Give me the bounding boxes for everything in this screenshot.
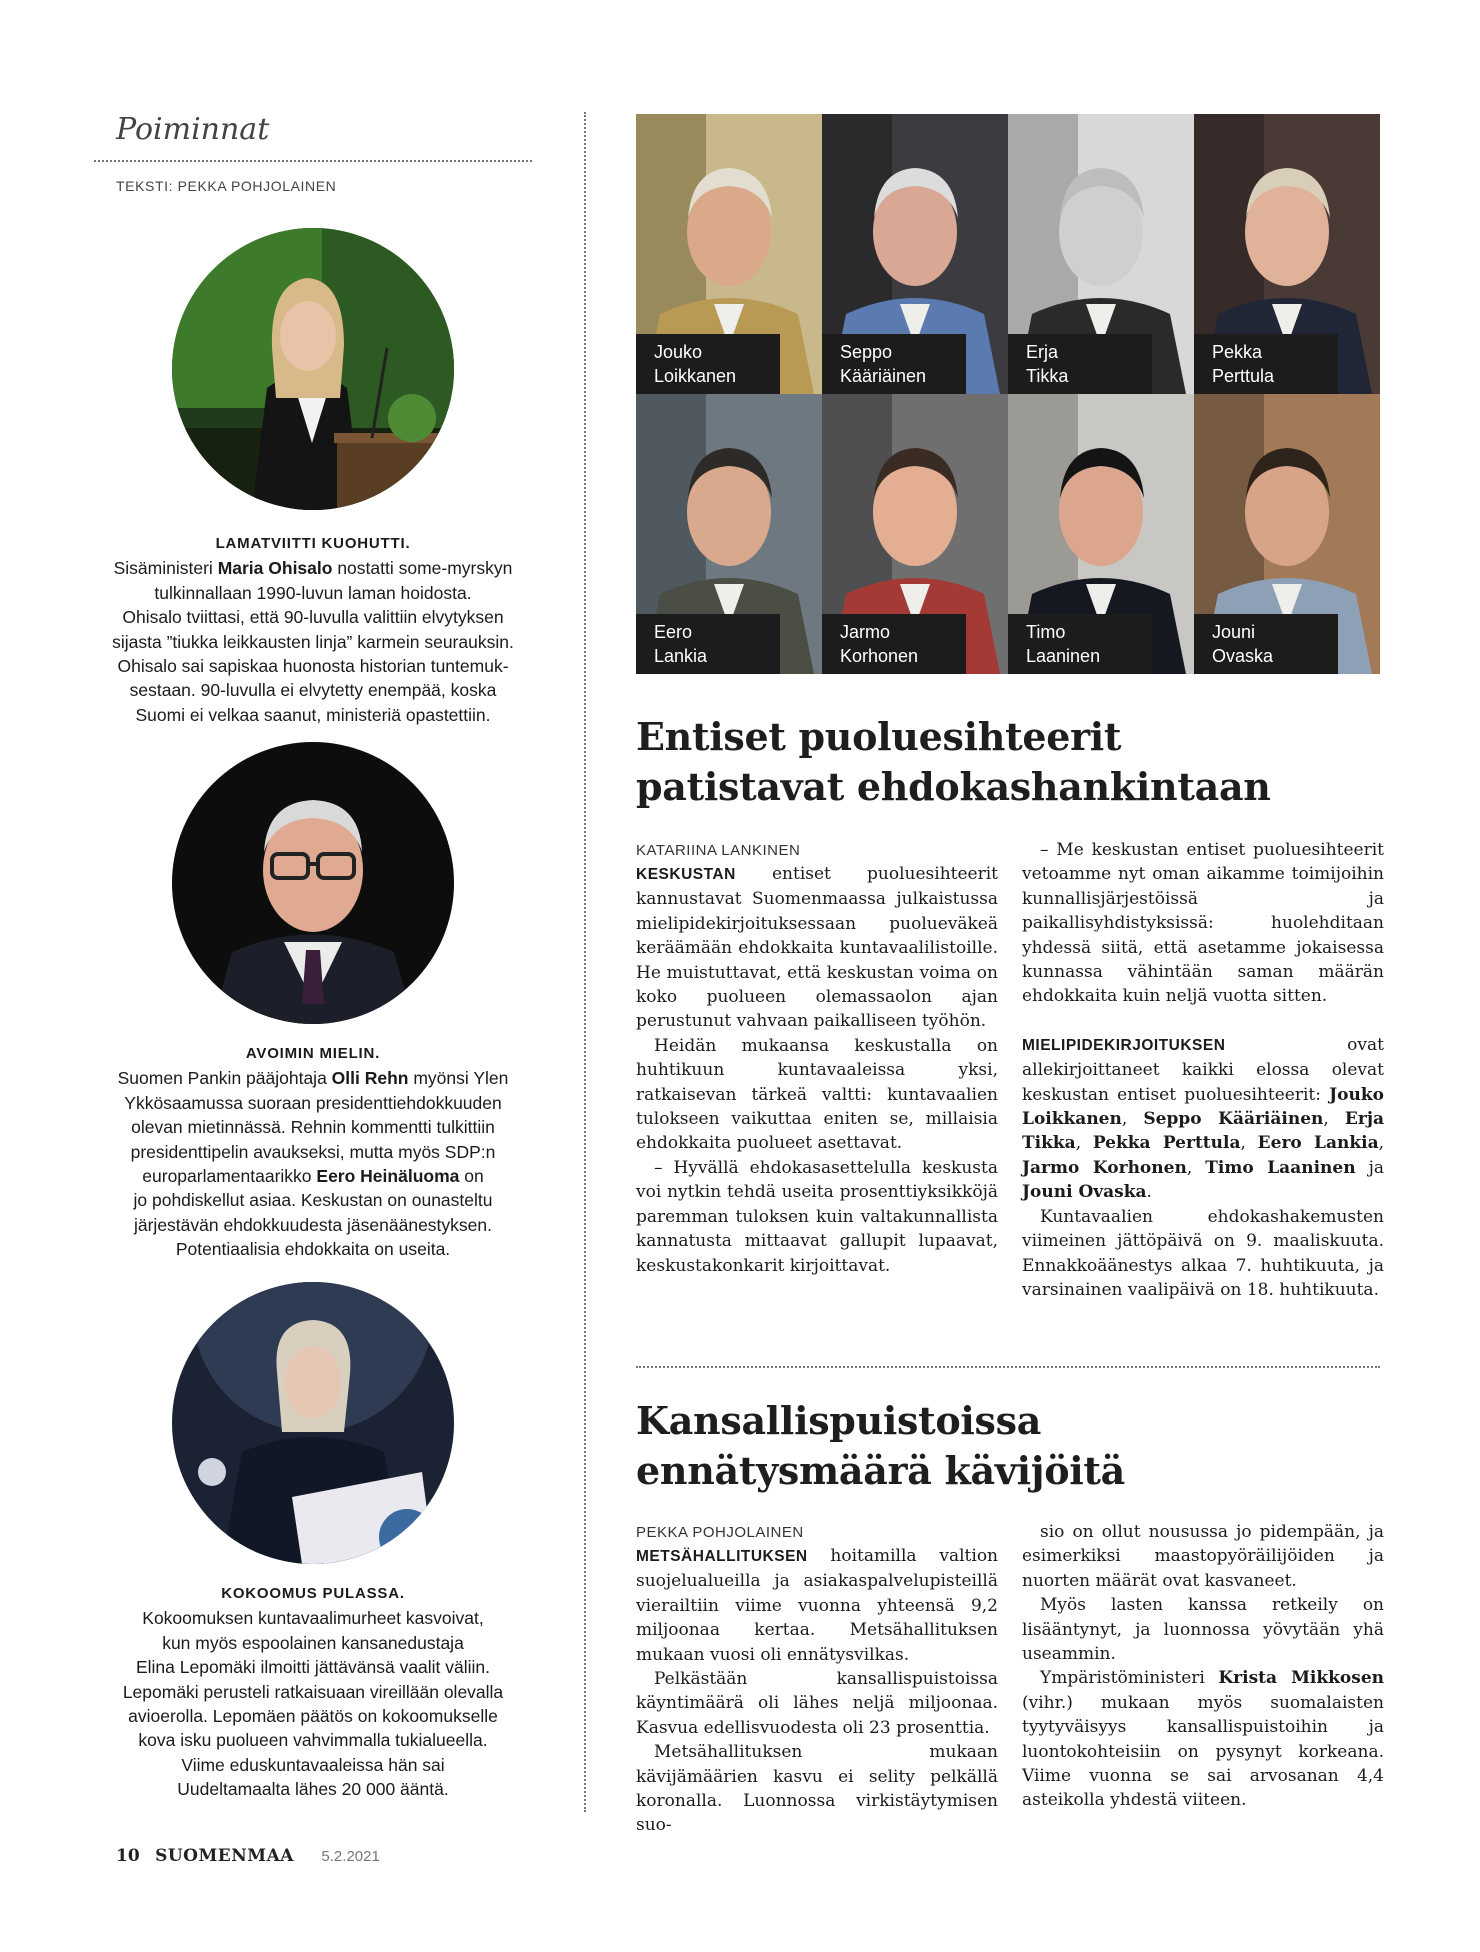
last-name: Loikkanen [654,366,737,386]
name-caption [1194,614,1338,674]
paragraph [1022,838,1384,1009]
section-title: Poiminnat [116,112,270,147]
text-line [94,556,532,580]
first-name: Seppo [840,342,893,362]
blurb-text [94,556,532,727]
text-run: Ohisalo sai sapiskaa huonosta historian tuntemuk- [117,656,509,677]
text-run: sestaan. 90-luvulla ei elvytetty enempää, koska [129,680,497,701]
paragraph [636,1740,998,1838]
text-run: – Hyvällä ehdokasasettelulla keskusta voi nytkin tehdä useita prosenttiyksikköjä paremman tuloksen kuin valtakunnallista kannatusta mittaavat gallupit lupaavat, keskustakonkarit kirjoittavat. [636,1157,998,1276]
paragraph [636,1156,998,1278]
text-run: Heidän mukaansa keskustalla on huhtikuun kuntavaaleissa yksi, ratkaisevan tärkeä valtti: kuntavaalien tulokseen vaikuttaa eniten se, millaisia ehdokkaita puolueet asettavat. [636,1035,998,1154]
first-name: Jouni [1212,622,1256,642]
paragraph [1022,1520,1384,1593]
article-divider [636,1366,1380,1368]
article2-headline [636,1396,1125,1496]
portrait-tile [1194,114,1380,394]
photo-elina-lepomaki [172,1282,454,1564]
last-name: Ovaska [1212,646,1274,666]
text-run: tulkinnallaan 1990-luvun laman hoidosta. [154,582,472,603]
issue-date: 5.2.2021 [321,1848,380,1865]
text-run: – Me keskustan entiset puoluesihteerit vetoamme nyt oman aikamme toimijoihin kunnallisjärjestöissä ja paikallisyhdistyksissä: huolehditaan yhdessä siitä, että asetamme jokaisessa kunnassa vähintään saman määrän ehdokkaita kuin neljä vuotta sitten. [1022,840,1384,1007]
first-name: Jouko [654,342,703,362]
page-footer [116,1846,380,1866]
name-caption [1008,614,1152,674]
text-run: . [1146,1182,1152,1203]
text-run: on [459,1166,484,1187]
first-name: Erja [1026,342,1059,362]
blurb-text [94,1066,532,1261]
text-line [94,1091,532,1115]
paragraph [1022,1593,1384,1666]
column-divider [584,112,586,1812]
text-line [94,1680,532,1704]
text-run: Metsähallituksen mukaan kävijämäärien kasvu ei selity pelkällä koronalla. Luonnossa virkistäytymisen suo- [636,1742,998,1836]
article1-headline [636,712,1271,812]
portrait-tile [636,394,822,674]
text-line [94,1115,532,1139]
text-run: sio on ollut nousussa jo pidempään, ja esimerkiksi maastopyöräilijöiden ja nuorten määrät ovat kasvaneet. [1022,1522,1384,1591]
text-run: Ohisalo tviittasi, että 90-luvulla valittiin elvytyksen [122,607,504,628]
text-line [94,1213,532,1237]
bold-name: Eero Heinäluoma [316,1166,460,1187]
article1-column-2 [1022,838,1384,1302]
text-run: Elina Lepomäki ilmoitti jättävänsä vaalit väliin. [135,1657,491,1678]
paragraph [636,1034,998,1156]
name-caption [822,614,966,674]
first-name: Jarmo [840,622,891,642]
last-name: Tikka [1026,366,1069,386]
text-run: , [1186,1157,1206,1178]
bold-name: Eero Lankia [1257,1133,1379,1154]
text-run: Kuntavaalien ehdokashakemusten viimeinen jättöpäivä on 9. maaliskuuta. Ennakkoäänestys alkaa 7. huhtikuuta, ja varsinainen vaalipäivä on 18. huhtikuuta. [1022,1206,1384,1300]
text-run: Suomen Pankin pääjohtaja [117,1068,332,1089]
text-run: nostatti some-myrskyn [332,558,513,579]
blurb-heading: AVOIMIN MIELIN. [245,1045,381,1062]
text-run: Uudeltamaalta lähes 20 000 ääntä. [177,1779,449,1800]
bold-name: Seppo Kääriäinen [1143,1109,1324,1130]
name-caption [822,334,966,394]
text-run: , [1240,1133,1258,1154]
text-run: , [1323,1109,1345,1130]
blurb-lepomaki [94,1582,532,1802]
text-line [94,1164,532,1188]
text-line [94,1606,532,1630]
paragraph [636,862,998,1034]
text-run: jo pohdiskellut asiaa. Keskustan on ounasteltu [133,1190,493,1211]
text-run: hoitamilla valtion suojelualueilla ja asiakaspalvelupisteillä vierailtiin viime vuonna yhteensä 9,2 miljoonaa kertaa. Metsähallituksen mukaan vuosi oli ennätysvilkas. [636,1546,998,1665]
text-line [94,1188,532,1212]
bold-name: Jarmo Korhonen [1022,1157,1187,1178]
text-run: ovat allekirjoittaneet kaikki elossa olevat keskustan entiset puoluesihteerit: [1022,1034,1384,1105]
text-run: avioerolla. Lepomäen päätös on kokoomukselle [128,1706,498,1727]
text-run: kun myös espoolainen kansanedustaja [162,1632,464,1653]
lead-word: MIELIPIDEKIRJOITUKSEN [1022,1036,1226,1054]
lead-word: KESKUSTAN [636,866,736,883]
text-run: , [1378,1133,1385,1154]
text-line [94,605,532,629]
last-name: Korhonen [840,646,919,666]
text-line [94,703,532,727]
page-number: 10 [116,1846,140,1866]
blurb-heading: KOKOOMUS PULASSA. [221,1585,405,1602]
text-line [94,1237,532,1261]
first-name: Pekka [1212,342,1263,362]
bold-name: Pekka Perttula [1092,1133,1241,1154]
text-line [94,1631,532,1655]
magazine-name: SUOMENMAA [155,1846,295,1866]
text-run: entiset puoluesihteerit kannustavat Suomenmaassa julkaistussa mielipidekirjoituksessaan puolueväkeä keräämään ehdokkaita kuntavaalilistoille. He muistuttavat, että keskustan voima on koko puolueen olemassaolon ajan perustunut vahvaan paikalliseen työhön. [636,864,998,1032]
last-name: Perttula [1212,366,1275,386]
first-name: Timo [1026,622,1066,642]
paragraph [636,1667,998,1740]
text-run: Ykkösaamussa suoraan presidenttiehdokkuuden [124,1092,502,1113]
text-run: Ympäristöministeri [1040,1668,1219,1689]
name-caption [1008,334,1152,394]
bold-name: Timo Laaninen [1205,1157,1356,1178]
text-line [94,1655,532,1679]
text-run: Pelkästään kansallispuistoissa käyntimäärä oli lähes neljä miljoonaa. Kasvua edellisvuodesta oli 23 prosenttia. [636,1669,998,1738]
name-caption [636,334,780,394]
photo-olli-rehn [172,742,454,1024]
article1-column-1 [636,862,998,1278]
text-line [94,1777,532,1801]
text-run: Myös lasten kanssa retkeily on lisääntynyt, ja luonnossa yövytään yhä useammin. [1022,1595,1384,1665]
paragraph [636,1544,998,1667]
article1-byline: KATARIINA LANKINEN [636,842,801,859]
name-caption [1194,334,1338,394]
text-line [94,1704,532,1728]
portrait-tile [822,114,1008,394]
text-line [94,1066,532,1090]
text-run: Suomi ei velkaa saanut, ministeriä opastettiin. [135,704,491,725]
bold-name: Jouko Loikkanen [1022,1084,1384,1130]
blurb-heading: LAMATVIITTI KUOHUTTI. [215,535,411,552]
last-name: Laaninen [1026,646,1101,666]
article2-column-1 [636,1544,998,1838]
last-name: Kääriäinen [840,366,927,386]
text-run: olevan mietinnässä. Rehnin kommentti tulkittiin [131,1117,495,1138]
text-run: ja [1355,1157,1384,1178]
paragraph [1022,1666,1384,1812]
text-run: kova isku puolueen vahvimmalla tukialueella. [138,1730,488,1751]
headline-line: Kansallispuistoissa [636,1398,1042,1443]
text-run: presidenttipelin avaukseksi, mutta myös SDP:n [130,1141,496,1162]
article2-column-2 [1022,1520,1384,1813]
headline-line: ennätysmäärä kävijöitä [636,1448,1125,1493]
text-run: (vihr.) mukaan myös suomalaisten tyytyväisyys kansallispuistoihin ja luontokohteisiin on pysynyt korkeana. Viime vuonna se sai arvosanan 4,4 asteikolla yhdestä viiteen. [1022,1692,1384,1811]
blurb-ohisalo [94,532,532,727]
text-run: europarlamentaarikko [142,1166,317,1187]
paragraph [1022,1033,1384,1205]
article2-byline: PEKKA POHJOLAINEN [636,1524,804,1541]
lead-word: METSÄHALLITUKSEN [636,1548,808,1565]
portrait-tile [636,114,822,394]
text-run: Potentiaalisia ehdokkaita on useita. [175,1239,451,1260]
bold-name: Olli Rehn [331,1068,409,1089]
paragraph [1022,1205,1384,1303]
bold-name: Krista Mikkosen [1218,1668,1384,1689]
text-line [94,1728,532,1752]
section-byline: TEKSTI: PEKKA POHJOLAINEN [116,178,337,194]
headline-line: patistavat ehdokashankintaan [636,764,1271,809]
section-divider [94,160,532,162]
text-run: , [1121,1109,1144,1130]
text-run: Viime eduskuntavaaleissa hän sai [181,1754,445,1775]
text-run: Lepomäki perusteli ratkaisuaan vireillään olevalla [122,1681,504,1702]
text-line [94,678,532,702]
headline-line: Entiset puoluesihteerit [636,714,1122,759]
bold-name: Maria Ohisalo [217,558,333,579]
blurb-rehn [94,1042,532,1262]
portrait-tile [1008,114,1194,394]
text-line [94,1753,532,1777]
blurb-text [94,1606,532,1801]
photo-maria-ohisalo [172,228,454,510]
text-run: Kokoomuksen kuntavaalimurheet kasvoivat, [142,1608,484,1629]
text-line [94,1140,532,1164]
text-run: , [1075,1133,1093,1154]
portrait-tile [822,394,1008,674]
bold-name: Jouni Ovaska [1022,1182,1147,1203]
portrait-tile [1194,394,1380,674]
text-line [94,654,532,678]
portrait-tile [1008,394,1194,674]
text-run: myönsi Ylen [408,1068,509,1089]
photo-grid [636,114,1380,674]
name-caption [636,614,780,674]
last-name: Lankia [654,646,708,666]
text-line [94,581,532,605]
bold-name: Erja Tikka [1022,1109,1384,1154]
text-run: sijasta ”tiukka leikkausten linja” karmein seurauksin. [112,631,514,652]
text-run: Sisäministeri [113,558,218,579]
text-run: järjestävän ehdokkuudesta jäsenäänestyksen. [133,1214,492,1235]
first-name: Eero [654,622,693,642]
text-line [94,630,532,654]
